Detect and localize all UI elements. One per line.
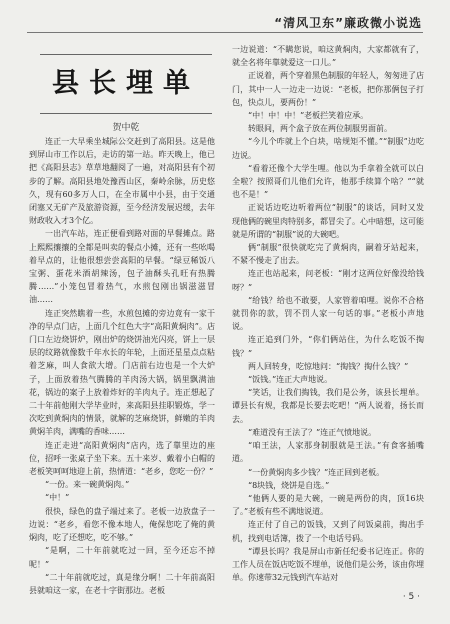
paragraph: 正说话边吃边听着两位“制服”的谈话，同时又发现他俩的碗里肉特别多，都冒尖了。心中暗想，这可能就是所谓的“制服”说的大碗吧。 — [232, 203, 424, 239]
article-author: 贺中乾 — [112, 123, 140, 133]
title-box — [40, 54, 212, 114]
paragraph: 俩“制服”很快就吃完了黄焖肉，嗣着牙站起来，不紧不慢走了出去。 — [232, 243, 424, 266]
paragraph: 连正付了自己的饭钱，又到了问饭桌前，掏出手机，找到电话簿，拨了一个电话号码。 — [232, 520, 424, 543]
paragraph: “饭钱。”连正大声地说。 — [248, 375, 333, 385]
paragraph: 很快，绿色的盘子端过来了。老板一边放盘子一边说：“老乡，看您不像本地人，俺保您吃了俺的黄焖肉，吃了还想吃，吃不够。” — [29, 506, 215, 543]
paragraph: 一边说道：“不瞒您说，咱这黄焖肉，大家都就有了，就全名将年靠就爱这一口儿。” — [232, 45, 424, 68]
paragraph: 连正走进“高阳黄焖肉”店内，选了靠里边的座位，招呼一张桌子坐下来。五十来岁、戴着小白帽的老板笑呵呵地迎上前，热情道：“老乡，您吃一份？” — [29, 440, 215, 477]
paragraph: “一份。来一碗黄焖肉。” — [45, 480, 130, 490]
paragraph: “今儿个咋就上个白块，啥规矩不懂。”“制服”边吃边说。 — [232, 137, 424, 160]
paragraph: “看着还像个大学生哩。他以为手拿着全就可以白全啦？按照哥们儿他们允许，他那手续算个啥？”“就也不是！” — [232, 163, 424, 200]
paragraph: “谭县长吗？我是屏山市新任纪委书记连正。你的工作人员在饭店吃饭不埋单，说他们是公务，该由你埋单。你速带32元钱到汽车站对 — [232, 546, 424, 583]
paragraph: 连正突然瞧着一些，水煎包摊的旁边竟有一家干净的早点门店，上面几个红色大字“高阳黄焖肉”。店门口左边烧饼炉，刚出炉的烧饼油光闪亮，饼上一层层的纹路就像数千年水长的年轮，上面还星星点点粘着芝麻，叫人食欲大增。门店前右边也是一个大炉子，上面放着热气腾腾的羊肉汤大锅，锅里飘满油花，锅边的案子上放着炸好的羊肉丸子。连正想起了二十年前他刚大学毕业时，来高阳县挂职锻炼，学一次吃到黄焖肉的情景，就解的芝麻烧饼，鲜嫩的羊肉黄焖羊肉，满嘴的香味…… — [29, 308, 215, 437]
paragraph: “中！中！中！”老板拦笑着应承。 — [248, 111, 369, 121]
paragraph: “他俩人要的是大碗，一碗是两份的肉，顶16块了。”老板有些不满地说道。 — [232, 493, 424, 517]
paragraph: 连正也站起来，问老板：“刚才这两位好像没给钱呀？” — [232, 269, 424, 292]
paragraph: 正说着，两个穿着黑色制服的年轻人，匆匆进了店门，其中一人一边走一边说：“老板，把你那俩包子打包，快点儿，要两份！” — [232, 71, 424, 107]
article-title: 县长埋单 — [52, 68, 200, 99]
paragraph: 连正一大早乘坐城际公交赶到了高阳县。这是他到屏山市工作以后，走访的第一站。昨天晚上，他已把《高阳县志》草草地翻阅了一遍，对高阳县有个初步的了解。高阳县地处豫西山区，秦岭余脉，历史悠久，现有60多万人口，在全市属中小县，由于交通闭塞又无矿产及旅游资源，至今经济发展迟缓，去年财政收入才3个亿。 — [29, 137, 215, 226]
header-rule — [27, 32, 423, 33]
right-column — [232, 43, 424, 584]
paragraph: “咱王法，人家那身制服就是王法。”有食客插嘴道。 — [232, 441, 424, 464]
running-head: “清风卫东”廉政微小说选 — [274, 16, 422, 30]
paragraph: 两人回转身，吃惊地问：“掏钱？掏什么钱？” — [248, 361, 409, 371]
paragraph: “一份黄焖肉多少钱？”连正回到老板。 — [248, 467, 385, 477]
paragraph: 一出汽车站，连正便看到路对面的早餐摊点。路上熙熙攘攘的全都是叫卖的餐点小摊，还有一些吆喝着早点的，让他很想尝尝高阳的早餐。“绿豆稀饭八宝粥、蛋花米酒胡辣汤，包子油酥头孔旺有热腾腾……”小笼包冒着热气，水煎包刚出锅滋滋冒油…… — [29, 229, 215, 305]
paragraph: “中！” — [45, 493, 70, 503]
paragraph: “8块钱，烧饼是自选。” — [248, 480, 330, 490]
paragraph: “笑话，让我们掏钱，我们是公务，该县长埋单。谭县长有规，我都是长要去吃吧！”两人说着，扬长而去。 — [232, 388, 424, 424]
paragraph: “给钱？给也不敢要，人家管着咱哩。说你不合格就罚你的款，罚不罚人家一句话的事。”老板小声地说。 — [232, 295, 424, 332]
left-column — [29, 135, 215, 597]
page-number: · 5 · — [402, 592, 420, 602]
paragraph: “难道没有王法了？”连正气愤地说。 — [248, 427, 377, 437]
paragraph: “二十年前就吃过，真是缘分啊！二十年前高阳县就咱这一家，在老十字街那边。老板 — [29, 572, 215, 595]
paragraph: “是啊，二十年前就吃过一回，至今还忘不掉呢！” — [29, 546, 215, 569]
paragraph: 转眼间，两个盒子放在两位制服男面前。 — [248, 124, 392, 134]
paragraph: 连正追到门外，“你们俩站住，为什么吃饭不掏钱？” — [232, 335, 424, 358]
